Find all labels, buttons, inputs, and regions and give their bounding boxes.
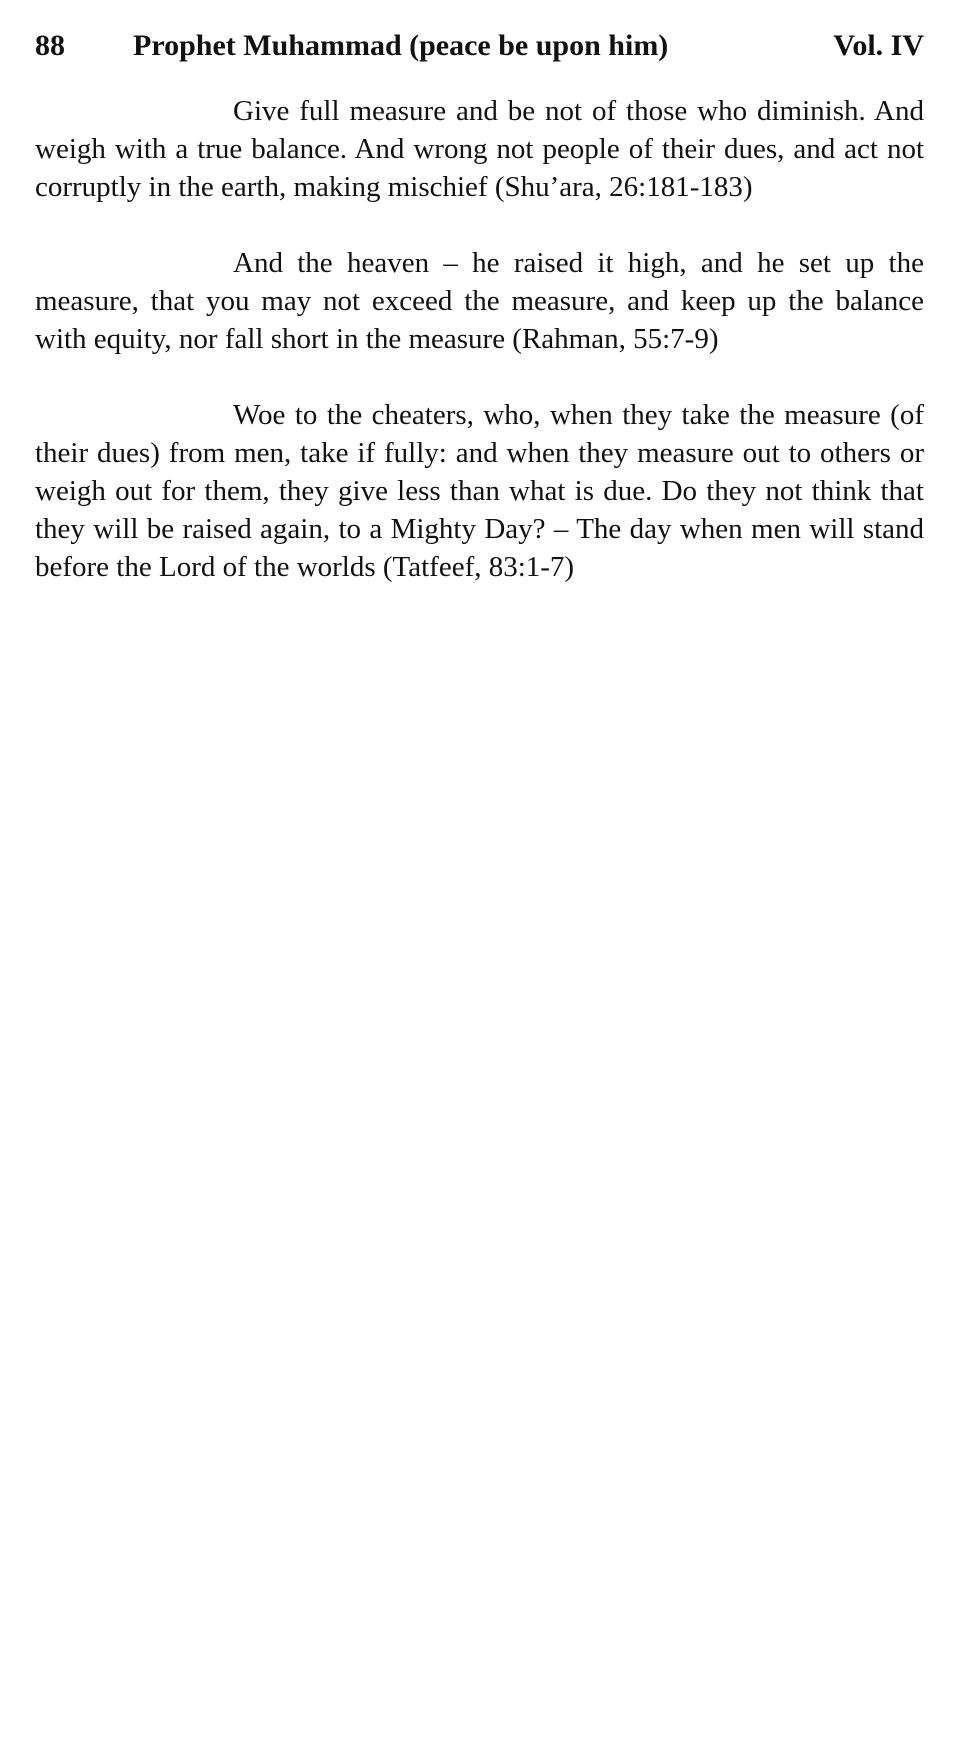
volume-label: Vol. IV [833,29,924,62]
page-number: 88 [35,29,65,62]
quote-paragraph-tatfeef: Woe to the cheaters, who, when they take the measure (of their dues) from men, take if fully: and when they measure out to others or weigh out for them, they give less than what is due. Do they not think that they will be raised again, to a Mighty Day? – The day when men will stand before the Lord of the worlds (Tatfeef, 83:1-7) [35,399,924,583]
book-page [35,24,924,624]
quote-paragraph-rahman: And the heaven – he raised it high, and he set up the measure, that you may not exceed the measure, and keep up the balance with equity, nor fall short in the measure (Rahman, 55:7-9) [35,247,924,355]
page-body [35,92,924,586]
running-header [35,24,924,68]
quote-paragraph-shuara: Give full measure and be not of those who diminish. And weigh with a true balance. And wrong not people of their dues, and act not corruptly in the earth, making mischief (Shu’ara, 26:181-183) [35,95,924,203]
book-title: Prophet Muhammad (peace be upon him) [133,29,669,62]
